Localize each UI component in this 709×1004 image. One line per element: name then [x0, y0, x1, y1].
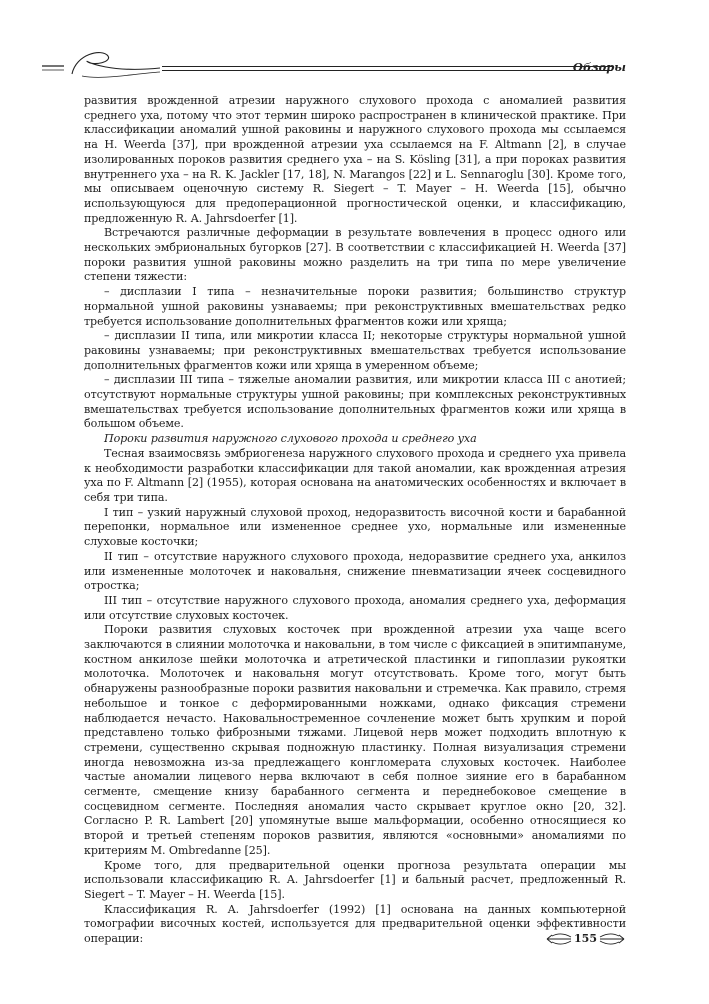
paragraph: развития врожденной атрезии наружного слухового прохода с аномалией развития среднего уха, потому что этот термин широко распространен в клинической практике. При классификации аномалий ушной раковины и наружного слухового прохода мы ссылаемся на H. Weerda [37], при врожденной атрезии уха ссылаемся на F. Altmann [2], в случае изолированных пороков развития среднего уха – на S. Kösling [31], а при пороках развития внутреннего уха – на R. K. Jackler [17, 18], N. Marangos [22] и L. Sennaroglu [30]. Кроме того, мы описываем оценочную систему R. Siegert – T. Mayer – H. Weerda [15], обычно использующуюся для предоперационной прогностической оценки, и классификацию, предложенную R. A. Jahrsdoerfer [1].	[84, 94, 626, 225]
page-number: 155	[574, 932, 597, 945]
list-item: I тип – узкий наружный слуховой проход, недоразвитость височной кости и барабанной перепонки, нормальное или измененное среднее ухо, нормальные или измененные слуховые косточки;	[84, 505, 626, 549]
article-body	[84, 94, 626, 947]
paragraph: Кроме того, для предварительной оценки прогноза результата операции мы использовали классификацию R. A. Jahrsdoerfer [1] и бальный расчет, предложенный R. Siegert – T. Mayer – H. Weerda [15].	[84, 858, 626, 901]
page-header	[42, 44, 626, 84]
list-item: – дисплазии II типа, или микротии класса II; некоторые структуры нормальной ушной раковины узнаваемы; при реконструктивных вмешательствах требуется использование дополнительных фрагментов кожи или хряща в умеренном объеме;	[84, 329, 626, 372]
swash-ornament-icon	[42, 44, 166, 84]
list-item: – дисплазии III типа – тяжелые аномалии развития, или микротии класса III с анотией; отсутствуют нормальные структуры ушной раковины; при комплексных реконструктивных вмешательствах требуется использование дополнительных фрагментов кожи или хряща в большом объеме.	[84, 373, 626, 431]
section-label: Обзоры	[572, 60, 626, 74]
header-rule	[162, 66, 612, 72]
paragraph: Встречаются различные деформации в результате вовлечения в процесс одного или нескольких эмбриональных бугорков [27]. В соответствии с классификацией H. Weerda [37] пороки развития ушной раковины можно разделить на три типа по мере увеличение степени тяжести:	[84, 226, 626, 284]
section-subheading: Пороки развития наружного слухового прохода и среднего уха	[104, 432, 477, 446]
list-item: II тип – отсутствие наружного слухового прохода, недоразвитие среднего уха, анкилоз или измененные молоточек и наковальня, снижение пневматизации ячеек сосцевидного отростка;	[84, 549, 626, 593]
right-flourish-icon	[599, 933, 625, 945]
list-item: – дисплазии I типа – незначительные пороки развития; большинство структур нормальной ушной раковины узнаваемы; при реконструктивных вмешательствах редко требуется использование дополнительных фрагментов кожи или хряща;	[84, 285, 626, 328]
paragraph: Пороки развития слуховых косточек при врожденной атрезии уха чаще всего заключаются в слиянии молоточка и наковальни, в том числе с фиксацией в эпитимпануме, костном анкилозе шейки молоточка и атретической пластинки и гипоплазии рукоятки молоточка. Молоточек и наковальня могут отсутствовать. Кроме того, могут быть обнаружены разнообразные пороки развития наковальни и стремечка. Как правило, стремя небольшое и тонкое с деформированными ножками, однако фиксация стремени наблюдается нечасто. Наковальностременное сочленение может быть хрупким и порой представлено только фиброзными тяжами. Лицевой нерв может подходить вплотную к стремени, существенно скрывая подножную пластинку. Полная визуализация стремени иногда невозможна из-за предлежащего конгломерата слуховых косточек. Наиболее частые аномалии лицевого нерва включают в себя полное зияние его в барабанном сегменте, смещение книзу барабанного сегмента и переднебоковое смещение в сосцевидном сегменте. Последняя аномалия часто скрывает круглое окно [20, 32]. Согласно P. R. Lambert [20] упомянутые выше мальформации, особенно относящиеся ко второй и третьей степеням пороков развития, являются «основными» аномалиями по критериям M. Ombredanne [25].	[84, 623, 626, 857]
page-footer	[546, 932, 625, 945]
left-flourish-icon	[546, 933, 572, 945]
paragraph: Тесная взаимосвязь эмбриогенеза наружного слухового прохода и среднего уха привела к необходимости разработки классификации для такой аномалии, как врожденная атрезия уха по F. Altmann [2] (1955), которая основана на анатомических особенностях и включает в себя три типа.	[84, 446, 626, 504]
paragraph: Классификация R. A. Jahrsdoerfer (1992) [1] основана на данных компьютерной томографии височных костей, используется для предварительной оценки эффективности операции:	[84, 902, 626, 946]
list-item: III тип – отсутствие наружного слухового прохода, аномалия среднего уха, деформация или отсутствие слуховых косточек.	[84, 593, 626, 622]
